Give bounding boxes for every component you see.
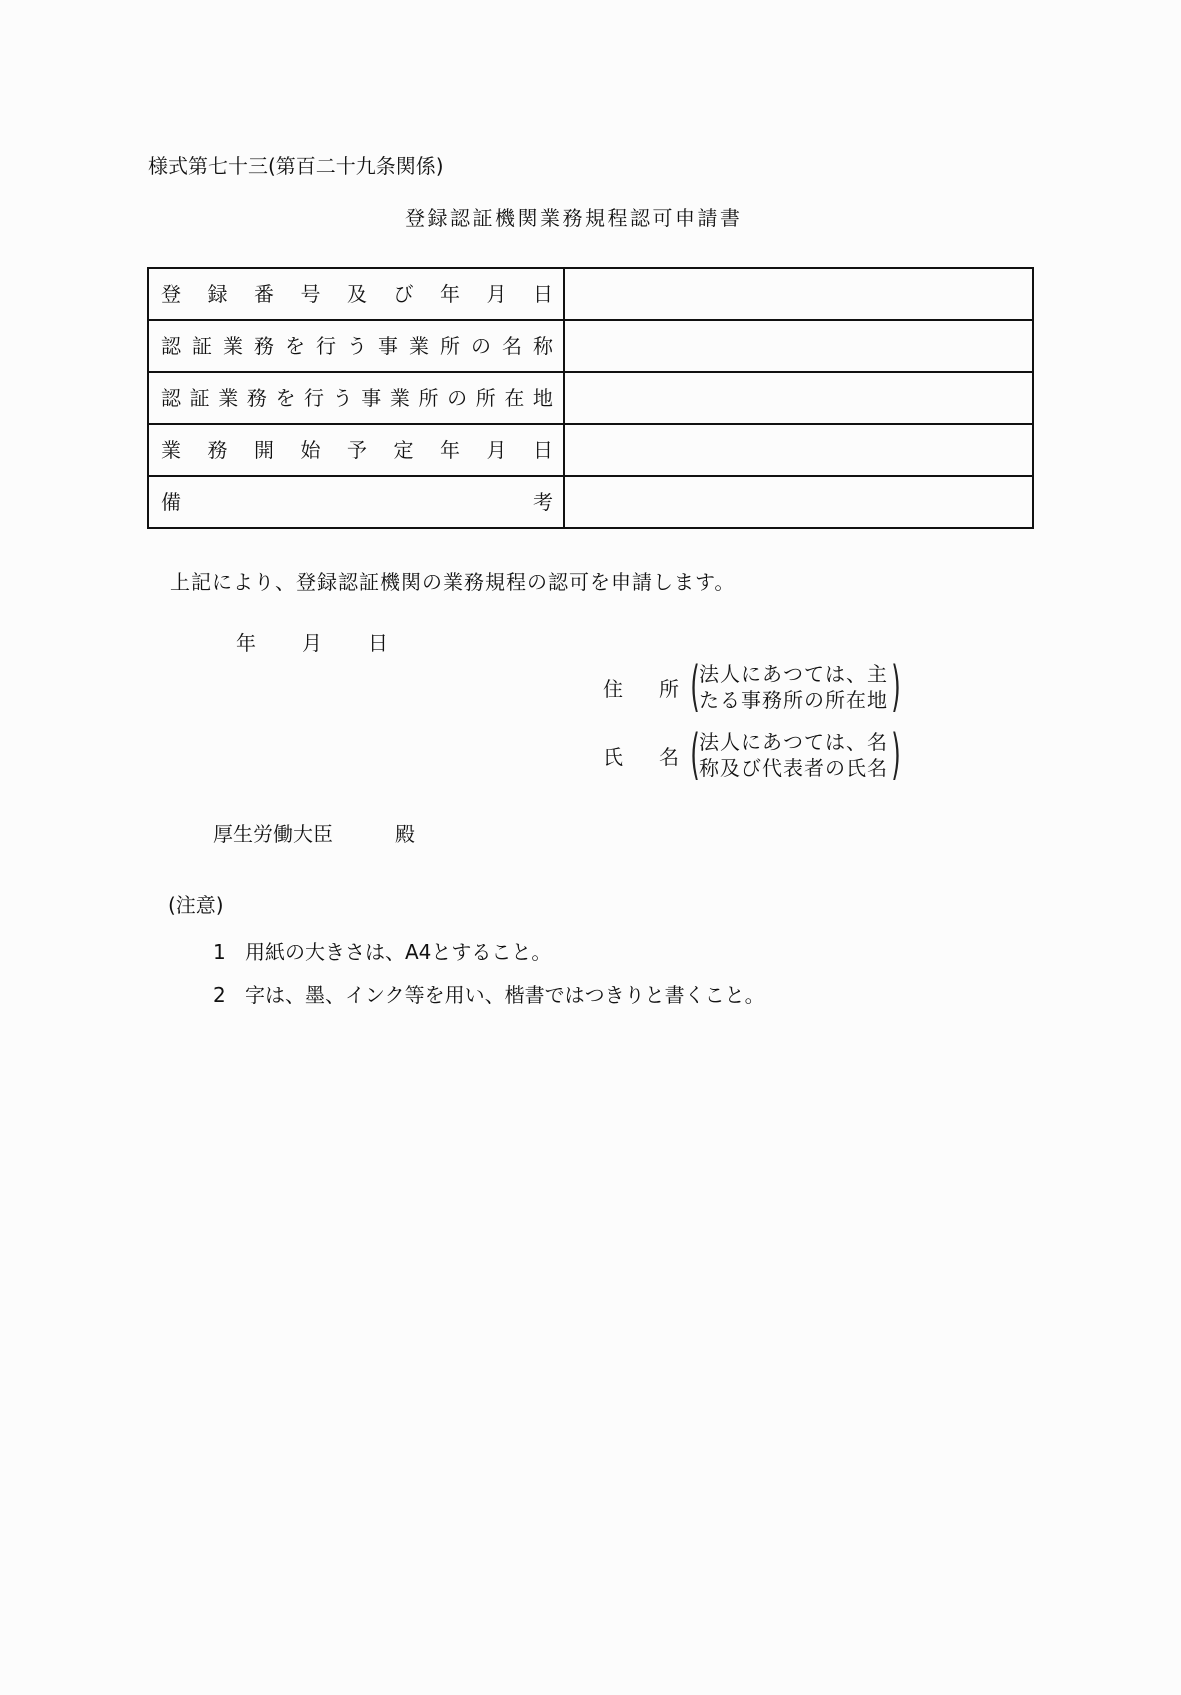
label-char: 行 (304, 386, 325, 410)
label-char: 始 (300, 438, 321, 462)
label-char: 月 (486, 282, 507, 306)
label-char: 業 (409, 334, 429, 358)
label-char: 務 (246, 386, 267, 410)
label-char: 所 (440, 334, 460, 358)
table-row-start-date (148, 424, 1033, 476)
note-item (213, 940, 551, 964)
label-office-address (148, 372, 564, 424)
label-registration-number-date (148, 268, 564, 320)
field-office-address[interactable] (564, 372, 1033, 424)
label-char: 予 (347, 438, 367, 462)
applicant-address-block (603, 655, 901, 718)
close-paren-icon: ) (891, 723, 901, 786)
label-char: 日 (533, 282, 553, 306)
note-text: 用紙の大きさは、A4とすること。 (245, 940, 552, 964)
label-char: 名 (502, 334, 522, 358)
notes-heading: (注意) (168, 893, 224, 917)
label-char: 認 (161, 386, 181, 410)
table-row-office-address (148, 372, 1033, 424)
label-char: び (393, 282, 414, 306)
applicant-name-note: 法人にあつては、名 称及び代表者の氏名 (699, 730, 888, 780)
label-char: 地 (532, 386, 553, 410)
label-start-date (148, 424, 564, 476)
label-char: 業 (161, 438, 181, 462)
label-char: 務 (207, 438, 228, 462)
label-char: 及 (347, 282, 367, 306)
label-char: 号 (300, 282, 321, 306)
label-char: 備 (161, 490, 181, 514)
field-office-name[interactable] (564, 320, 1033, 372)
label-char: 所 (475, 386, 496, 410)
document-title: 登録認証機関業務規程認可申請書 (405, 206, 743, 230)
applicant-address-label: 住 所 (603, 676, 679, 701)
date-day-label: 日 (368, 631, 388, 655)
label-char: 月 (486, 438, 507, 462)
label-char: 証 (192, 334, 212, 358)
label-office-name (148, 320, 564, 372)
label-char: 年 (440, 282, 460, 306)
label-char: 番 (254, 282, 274, 306)
label-char: 行 (316, 334, 336, 358)
label-char: 業 (223, 334, 243, 358)
label-char: 称 (533, 334, 553, 358)
label-char: 事 (361, 386, 382, 410)
field-remarks[interactable] (564, 476, 1033, 528)
label-char: 証 (189, 386, 210, 410)
label-char: を (275, 386, 296, 410)
open-paren-icon: ( (690, 723, 700, 786)
addressee (213, 822, 415, 846)
label-char: 認 (161, 334, 181, 358)
close-paren-icon: ) (891, 655, 901, 718)
label-char: 日 (533, 438, 553, 462)
applicant-name-block (603, 723, 901, 786)
applicant-name-label: 氏 名 (603, 744, 679, 769)
label-remarks (148, 476, 564, 528)
form-number-label: 様式第七十三(第百二十九条関係) (148, 154, 444, 178)
label-char: 考 (533, 490, 553, 514)
application-statement: 上記により、登録認証機関の業務規程の認可を申請します。 (170, 570, 736, 594)
applicant-address-note: 法人にあつては、主 たる事務所の所在地 (699, 662, 888, 712)
addressee-name: 厚生労働大臣 (213, 822, 333, 846)
label-char: 開 (254, 438, 274, 462)
addressee-honorific: 殿 (395, 822, 415, 846)
label-char: 事 (378, 334, 398, 358)
open-paren-icon: ( (690, 655, 700, 718)
label-char: う (347, 334, 367, 358)
label-char: の (447, 386, 468, 410)
table-row-office-name (148, 320, 1033, 372)
label-char: 年 (440, 438, 460, 462)
field-registration-number-date[interactable] (564, 268, 1033, 320)
label-char: う (332, 386, 353, 410)
table-row-registration-number-date (148, 268, 1033, 320)
label-char: 登 (161, 282, 181, 306)
label-char: 所 (418, 386, 439, 410)
application-form-table (147, 267, 1034, 529)
note-item (213, 983, 765, 1007)
label-char: 録 (207, 282, 228, 306)
table-row-remarks (148, 476, 1033, 528)
label-char: の (471, 334, 491, 358)
label-char: 在 (504, 386, 525, 410)
note-number: 2 (213, 983, 226, 1007)
note-number: 1 (213, 940, 226, 964)
label-char: を (285, 334, 305, 358)
note-text: 字は、墨、インク等を用い、楷書ではつきりと書くこと。 (245, 983, 765, 1007)
date-year-label: 年 (236, 631, 256, 655)
label-char: 業 (218, 386, 239, 410)
date-month-label: 月 (302, 631, 322, 655)
date-line (236, 631, 434, 655)
label-char: 定 (393, 438, 414, 462)
label-char: 務 (254, 334, 274, 358)
field-start-date[interactable] (564, 424, 1033, 476)
label-char: 業 (389, 386, 410, 410)
